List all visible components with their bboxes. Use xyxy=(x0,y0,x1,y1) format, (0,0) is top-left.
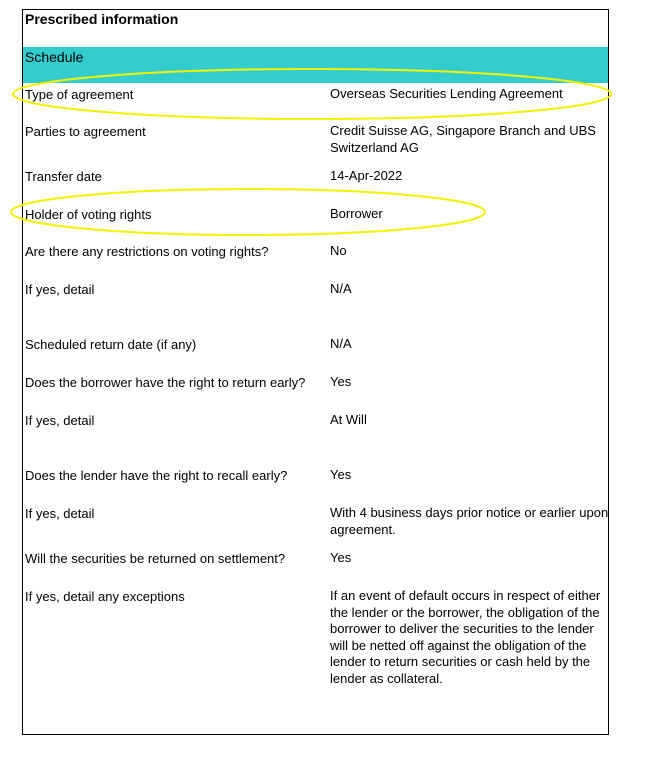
row-label-type-of-agreement: Type of agreement xyxy=(25,87,134,102)
row-value-transfer-date: 14-Apr-2022 xyxy=(330,168,403,183)
row-value-restrictions-detail: N/A xyxy=(330,281,352,296)
row-value-return-early-detail: At Will xyxy=(330,412,367,427)
row-value-borrower-return-early: Yes xyxy=(330,374,352,389)
page-title: Prescribed information xyxy=(25,11,179,27)
row-label-transfer-date: Transfer date xyxy=(25,169,102,184)
row-label-parties: Parties to agreement xyxy=(25,124,146,139)
row-value-recall-detail: With 4 business days prior notice or earlier upon agreement. xyxy=(330,505,609,537)
row-label-lender-recall-early: Does the lender have the right to recall early? xyxy=(25,468,288,483)
row-value-parties: Credit Suisse AG, Singapore Branch and UBS Switzerland AG xyxy=(330,123,596,155)
row-value-return-date: N/A xyxy=(330,336,352,351)
schedule-label: Schedule xyxy=(25,49,84,65)
row-label-exceptions: If yes, detail any exceptions xyxy=(25,589,185,604)
row-label-voting-restrictions: Are there any restrictions on voting rights? xyxy=(25,244,269,259)
row-label-return-date: Scheduled return date (if any) xyxy=(25,337,197,352)
row-label-voting-holder: Holder of voting rights xyxy=(25,207,152,222)
row-value-returned-on-settlement: Yes xyxy=(330,550,352,565)
row-value-exceptions: If an event of default occurs in respect of either the lender or the borrower, the obligation of the borrower to deliver the securities to the lender will be netted off against the obligation of the lender to return securities or cash held by the lender as collateral. xyxy=(330,588,601,686)
row-value-type-of-agreement: Overseas Securities Lending Agreement xyxy=(330,86,563,101)
row-label-recall-detail: If yes, detail xyxy=(25,506,95,521)
row-label-borrower-return-early: Does the borrower have the right to return early? xyxy=(25,375,306,390)
row-label-restrictions-detail: If yes, detail xyxy=(25,282,95,297)
row-value-lender-recall-early: Yes xyxy=(330,467,352,482)
row-value-voting-holder: Borrower xyxy=(330,206,383,221)
row-label-return-early-detail: If yes, detail xyxy=(25,413,95,428)
row-label-returned-on-settlement: Will the securities be returned on settlement? xyxy=(25,551,286,566)
schedule-header-bar xyxy=(23,47,608,83)
row-value-voting-restrictions: No xyxy=(330,243,347,258)
